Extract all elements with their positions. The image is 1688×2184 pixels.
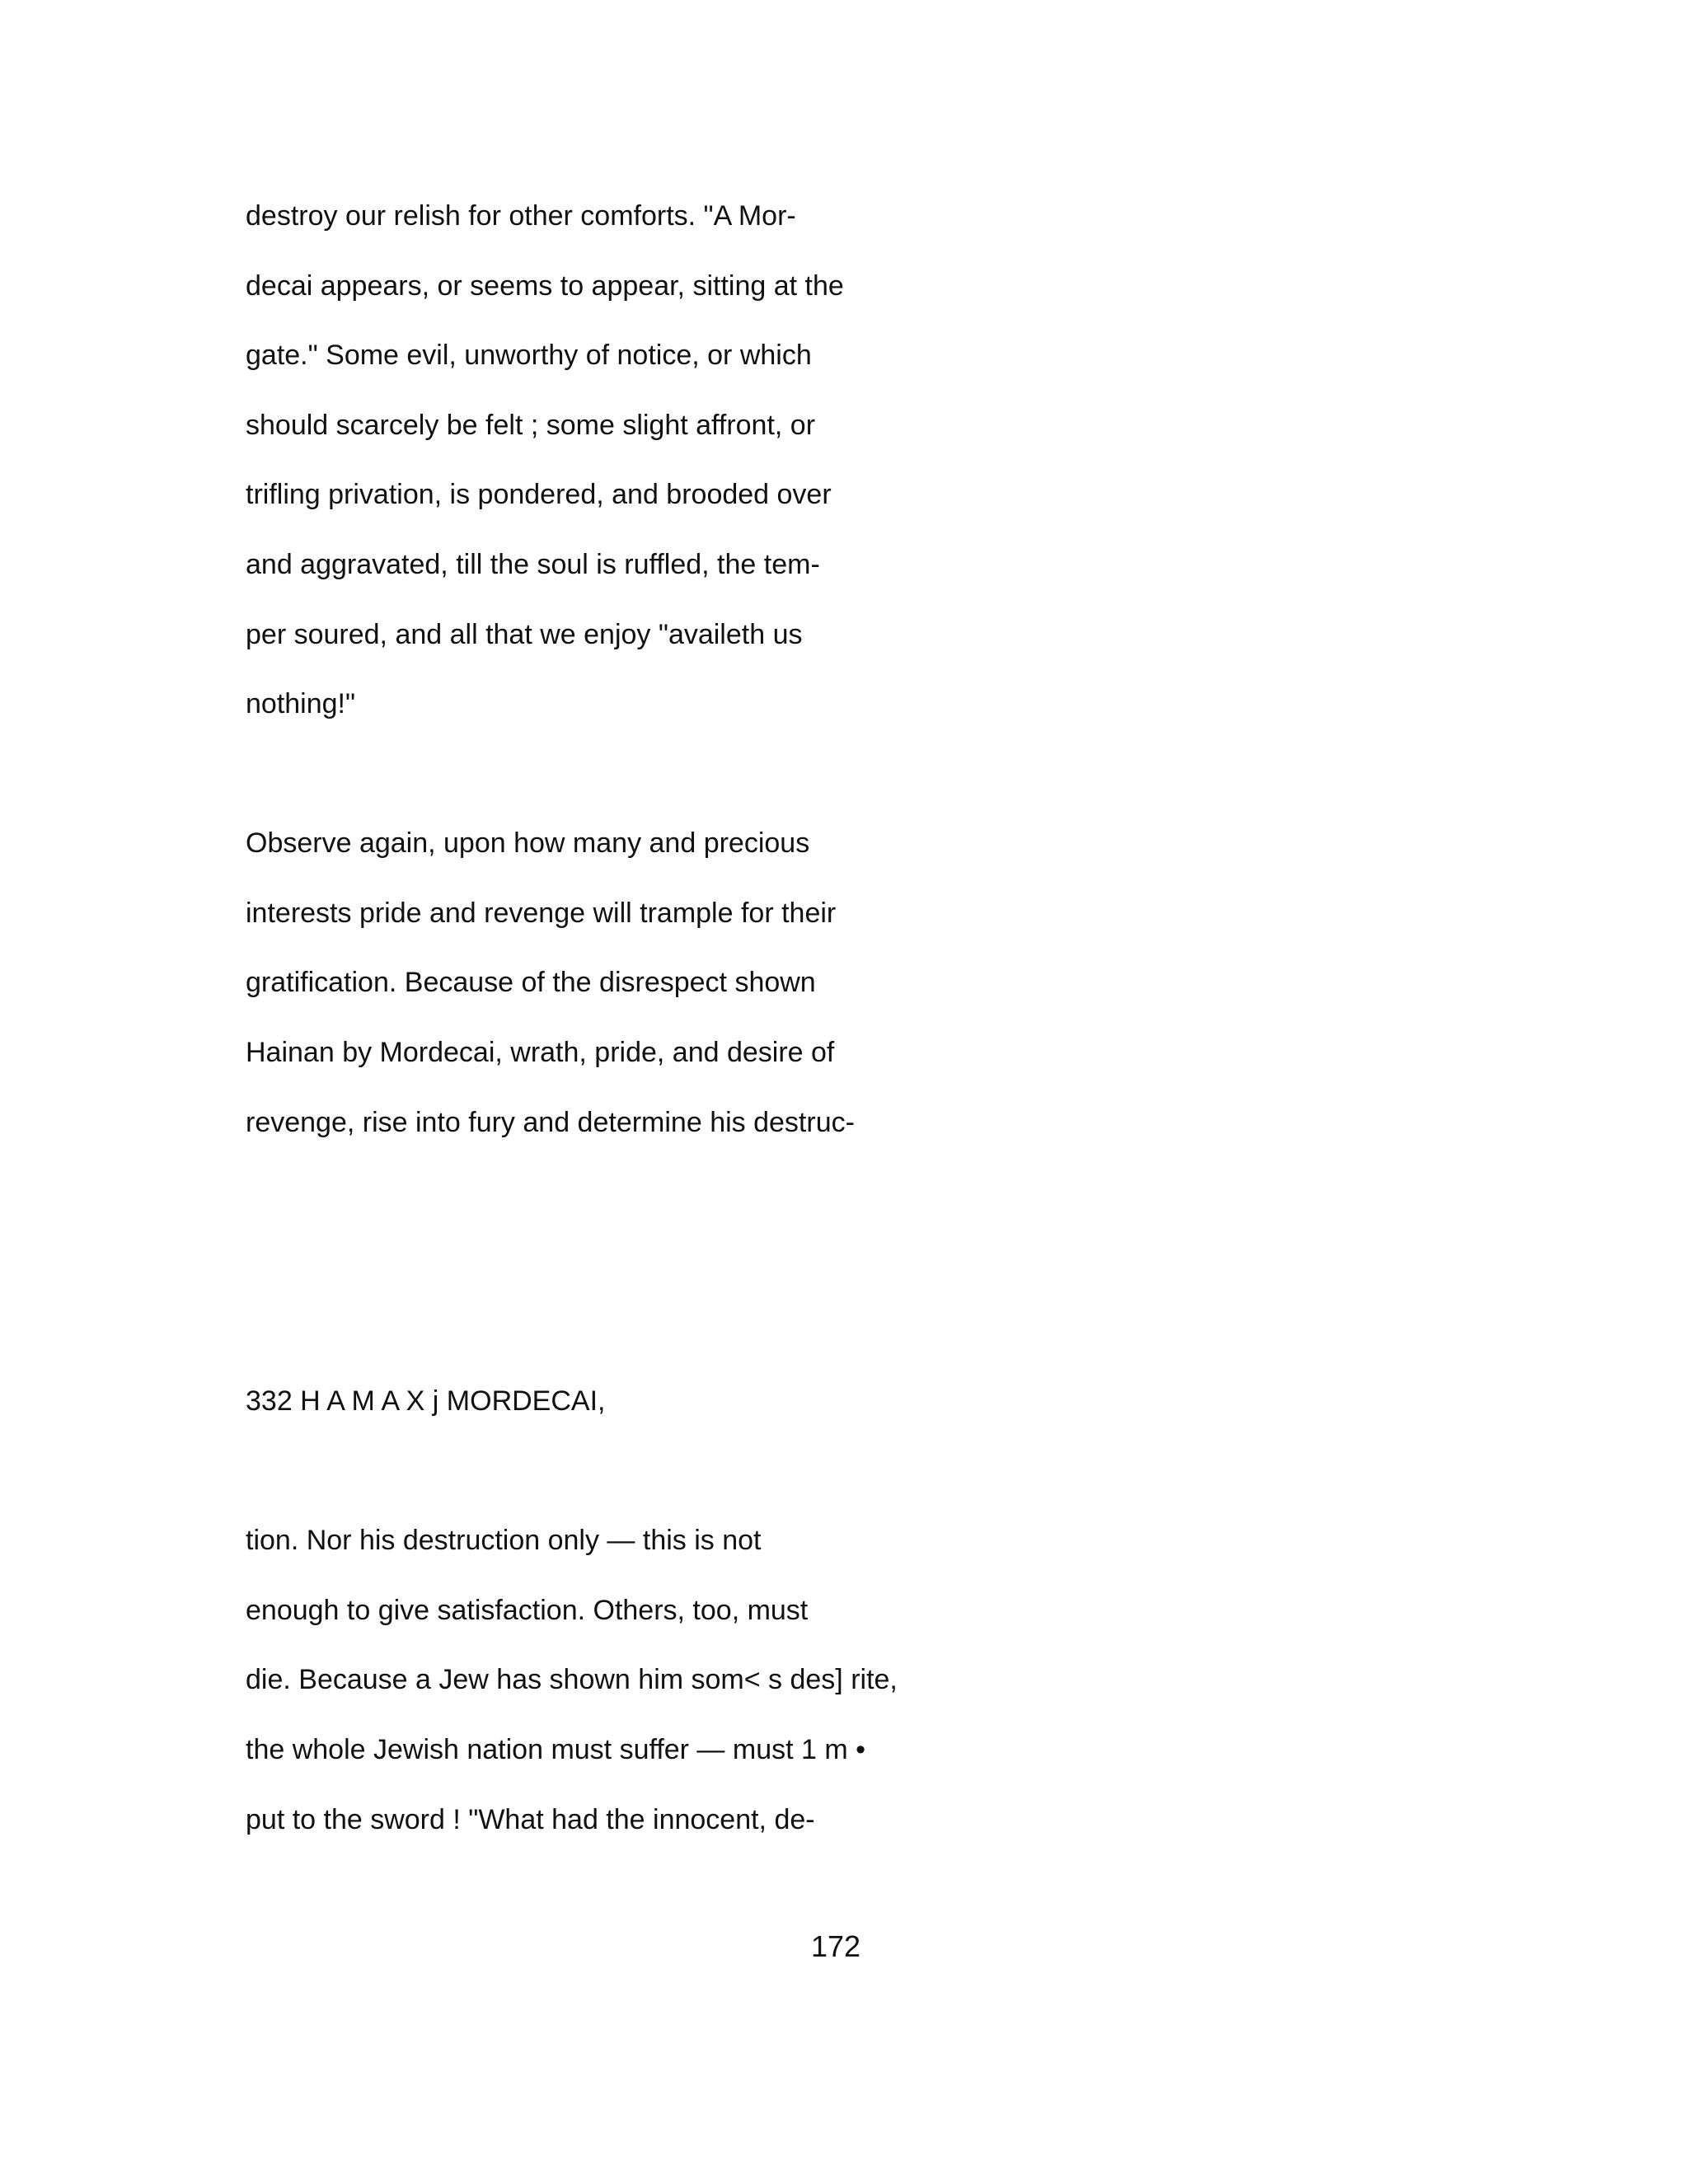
text-line: put to the sword ! "What had the innocent, de- (246, 1804, 815, 1835)
running-header: 332 H A M A X j MORDECAI, (246, 1385, 606, 1417)
text-line: revenge, rise into fury and determine his destruc- (246, 1107, 855, 1138)
text-line: Hainan by Mordecai, wrath, pride, and desire of (246, 1037, 835, 1068)
text-line: gate." Some evil, unworthy of notice, or which (246, 340, 812, 371)
text-line: interests pride and revenge will trample for their (246, 898, 837, 929)
text-line: decai appears, or seems to appear, sitting at the (246, 270, 844, 302)
text-line: should scarcely be felt ; some slight affront, or (246, 410, 816, 441)
text-line: tion. Nor his destruction only — this is not (246, 1525, 762, 1556)
text-line: enough to give satisfaction. Others, too, must (246, 1595, 809, 1626)
text-line: destroy our relish for other comforts. "A Mor- (246, 200, 796, 232)
text-line: per soured, and all that we enjoy "availeth us (246, 619, 803, 650)
text-line: nothing!" (246, 688, 356, 719)
text-line: gratification. Because of the disrespect shown (246, 967, 816, 998)
text-line: the whole Jewish nation must suffer — must 1 m • (246, 1734, 866, 1765)
page-number: 172 (810, 1929, 861, 1963)
text-line: trifling privation, is pondered, and brooded over (246, 479, 832, 510)
text-line: and aggravated, till the soul is ruffled, the tem- (246, 549, 820, 580)
text-line: die. Because a Jew has shown him som< s des] rite, (246, 1664, 898, 1695)
text-line: Observe again, upon how many and precious (246, 827, 810, 859)
